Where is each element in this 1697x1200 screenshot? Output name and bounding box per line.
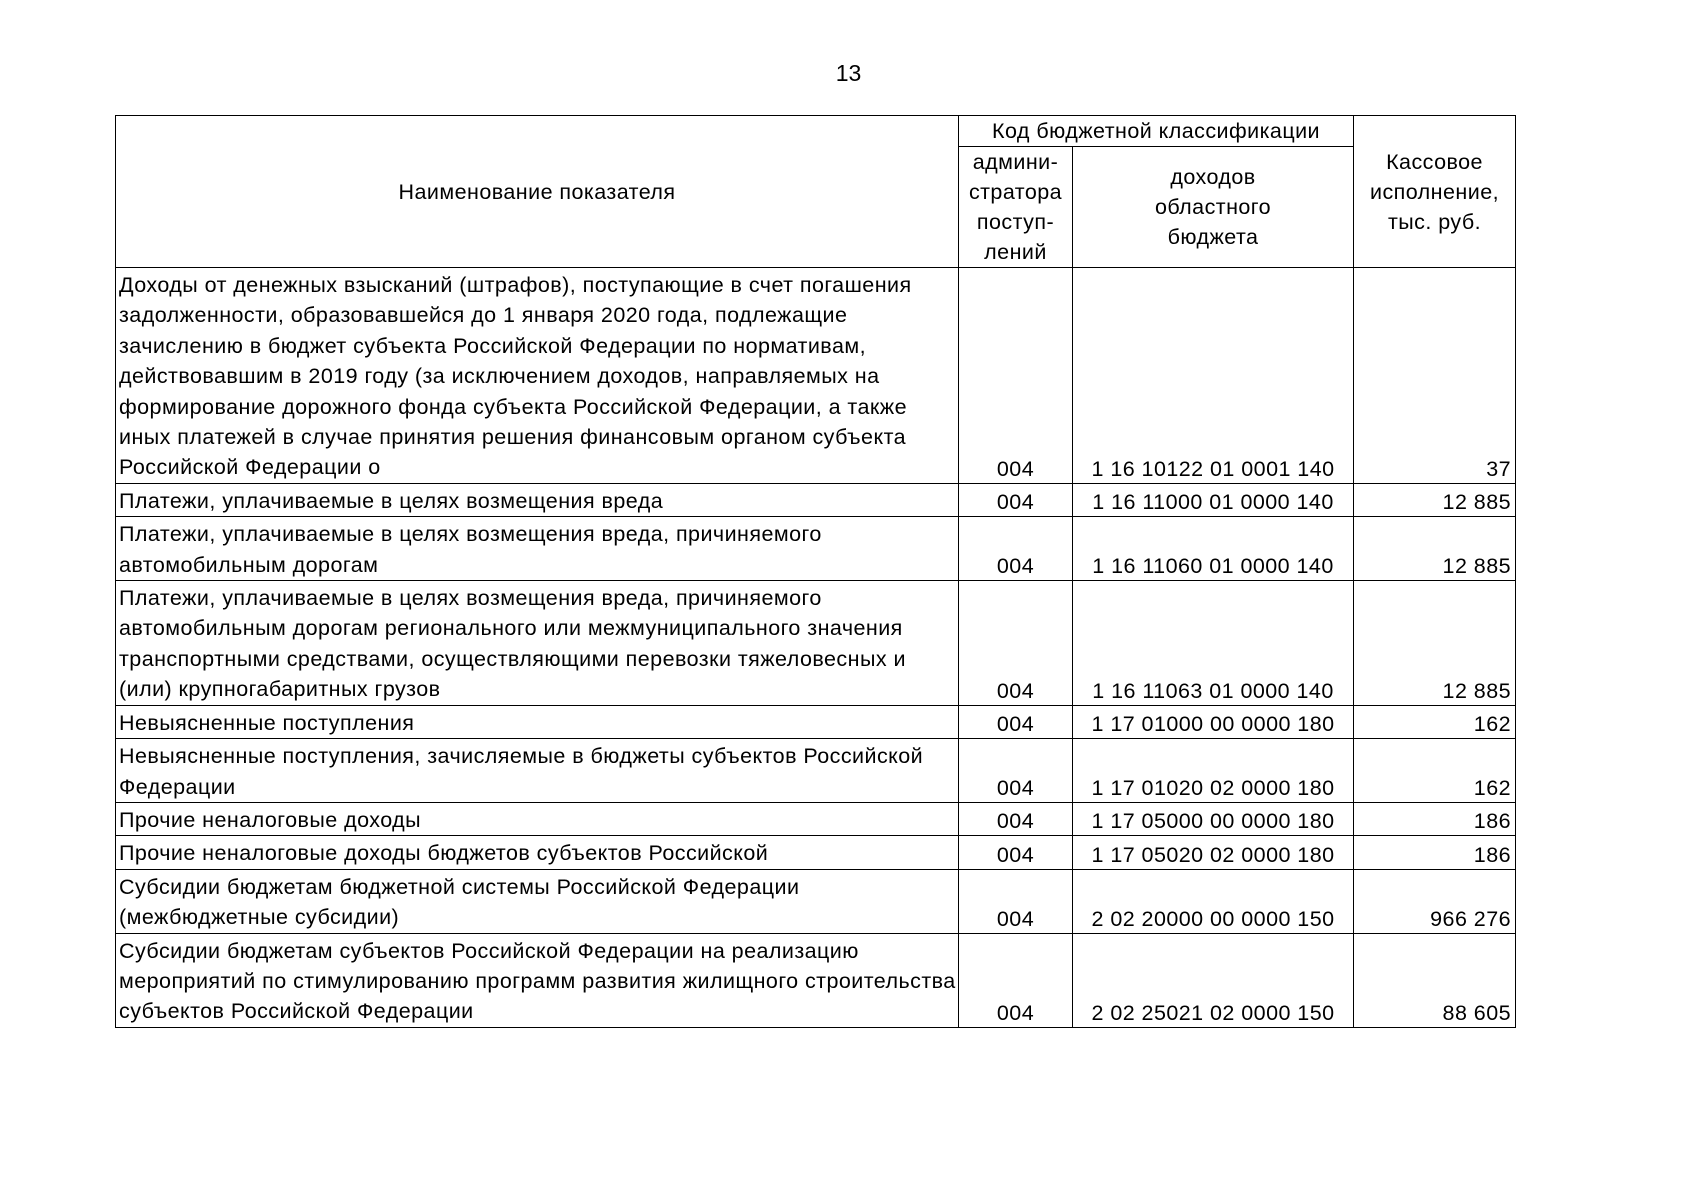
row-amount: 88 605 [1354,933,1516,1027]
row-name: Платежи, уплачиваемые в целях возмещения вреда [116,483,959,516]
header-code-group: Код бюджетной классификации [959,116,1354,147]
header-income-line: бюджета [1167,225,1259,249]
header-amount-line: тыс. руб. [1387,209,1482,234]
table-row [116,581,1516,706]
header-admin-line: лений [984,240,1047,264]
table-row [116,836,1516,869]
row-name: Субсидии бюджетам субъектов Российской Федерации на реализацию мероприятий по стимулированию программ развития жилищного строительства субъектов Российской Федерации [116,933,959,1027]
header-name: Наименование показателя [116,116,959,268]
header-income-line: доходов [1170,165,1256,189]
table-row [116,869,1516,933]
header-amount-line: Кассовое [1386,149,1483,174]
row-amount: 162 [1354,739,1516,803]
row-amount: 12 885 [1354,581,1516,706]
row-income-code: 1 17 01000 00 0000 180 [1073,705,1354,738]
row-income-code: 1 17 05020 02 0000 180 [1073,836,1354,869]
header-amount-line: исполнение, [1370,179,1500,204]
row-income-code: 1 16 11060 01 0000 140 [1073,517,1354,581]
row-name: Прочие неналоговые доходы бюджетов субъектов Российской [116,836,959,869]
row-income-code: 2 02 20000 00 0000 150 [1073,869,1354,933]
row-amount: 37 [1354,268,1516,484]
row-amount: 162 [1354,705,1516,738]
row-income-code: 1 16 11063 01 0000 140 [1073,581,1354,706]
table-row [116,802,1516,835]
row-admin-code: 004 [959,933,1073,1027]
row-admin-code: 004 [959,268,1073,484]
header-admin-line: стратора [968,180,1063,204]
header-income [1073,147,1354,268]
row-name: Невыясненные поступления, зачисляемые в бюджеты субъектов Российской Федерации [116,739,959,803]
row-admin-code: 004 [959,705,1073,738]
row-name: Прочие неналоговые доходы [116,802,959,835]
row-admin-code: 004 [959,869,1073,933]
header-income-line: областного [1154,195,1272,219]
row-amount: 12 885 [1354,517,1516,581]
table-row [116,739,1516,803]
row-admin-code: 004 [959,581,1073,706]
row-amount: 966 276 [1354,869,1516,933]
header-amount [1354,116,1516,268]
row-amount: 186 [1354,802,1516,835]
row-amount: 12 885 [1354,483,1516,516]
budget-table [115,115,1516,1028]
row-name: Платежи, уплачиваемые в целях возмещения вреда, причиняемого автомобильным дорогам регионального или межмуниципального значения транспортными средствами, осуществляющими перевозки тяжеловесных и (или) крупногабаритных грузов [116,581,959,706]
row-admin-code: 004 [959,802,1073,835]
row-name: Доходы от денежных взысканий (штрафов), поступающие в счет погашения задолженности, образовавшейся до 1 января 2020 года, подлежащие зачислению в бюджет субъекта Российской Федерации по нормативам, действовавшим в 2019 году (за исключением доходов, направляемых на формирование дорожного фонда субъекта Российской Федерации, а также иных платежей в случае принятия решения финансовым органом субъекта Российской Федерации о [116,268,959,484]
header-admin-line: поступ- [976,210,1055,234]
row-income-code: 1 16 11000 01 0000 140 [1073,483,1354,516]
row-income-code: 1 17 05000 00 0000 180 [1073,802,1354,835]
header-admin-line: админи- [972,150,1059,174]
table-row [116,705,1516,738]
table-row [116,517,1516,581]
row-name: Невыясненные поступления [116,705,959,738]
table-row [116,268,1516,484]
row-admin-code: 004 [959,483,1073,516]
row-name: Платежи, уплачиваемые в целях возмещения вреда, причиняемого автомобильным дорогам [116,517,959,581]
row-admin-code: 004 [959,517,1073,581]
row-admin-code: 004 [959,739,1073,803]
row-income-code: 1 16 10122 01 0001 140 [1073,268,1354,484]
row-name: Субсидии бюджетам бюджетной системы Российской Федерации (межбюджетные субсидии) [116,869,959,933]
header-admin [959,147,1073,268]
table-row [116,483,1516,516]
row-amount: 186 [1354,836,1516,869]
row-admin-code: 004 [959,836,1073,869]
row-income-code: 2 02 25021 02 0000 150 [1073,933,1354,1027]
table-row [116,933,1516,1027]
row-income-code: 1 17 01020 02 0000 180 [1073,739,1354,803]
page-number: 13 [835,60,862,86]
